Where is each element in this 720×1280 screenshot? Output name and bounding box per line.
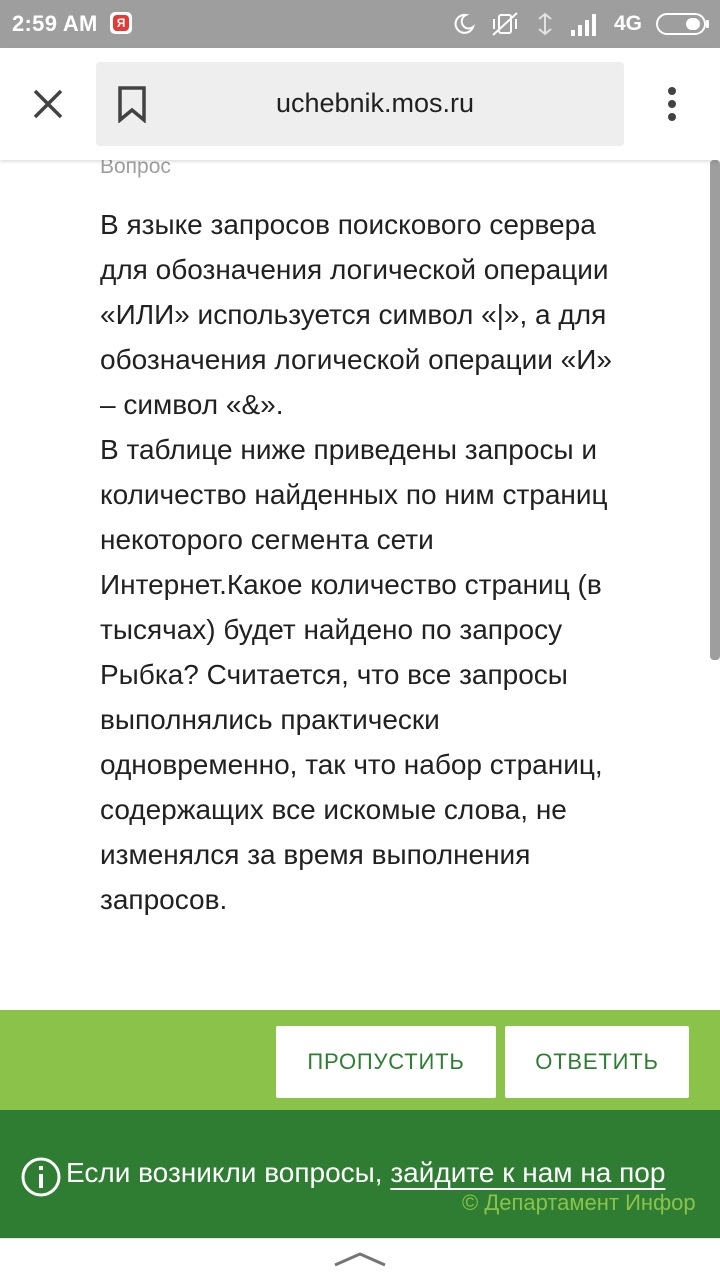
browser-toolbar	[0, 48, 720, 160]
info-text: Если возникли вопросы,	[66, 1157, 383, 1188]
support-link[interactable]: зайдите к нам на пор	[390, 1157, 666, 1188]
moon-icon	[452, 12, 476, 36]
battery-icon	[656, 12, 710, 36]
yandex-app-badge: Я	[113, 15, 129, 31]
url-bar[interactable]	[96, 62, 624, 146]
info-bar	[0, 1110, 720, 1238]
scrollbar-thumb[interactable]	[710, 160, 720, 660]
vibrate-off-icon	[490, 11, 520, 37]
question-paragraph: В таблице ниже приведены запросы и количество найденных по ним страниц некоторого сегмента сети Интернет.Какое количество страниц (в тысячах) будет найдено по запросу Рыбка? Считается, что все запросы выполнялись практически одновременно, так что набор страниц, содержащих все искомые слова, не изменялся за время выполнения запросов.	[100, 434, 608, 915]
wifi-off-icon	[534, 11, 556, 37]
close-icon	[32, 88, 64, 120]
action-bar	[0, 1010, 720, 1110]
copyright-text: © Департамент Инфор	[462, 1190, 696, 1215]
yandex-app-icon	[110, 12, 132, 34]
skip-button[interactable]: ПРОПУСТИТЬ	[276, 1026, 496, 1098]
signal-icon	[570, 12, 600, 36]
more-vert-icon	[666, 86, 678, 122]
network-type: 4G	[613, 12, 642, 35]
url-text: uchebnik.mos.ru	[275, 88, 475, 118]
info-message	[66, 1157, 665, 1189]
question-paragraph: В языке запросов поискового сервера для обозначения логической операции «ИЛИ» используется символ «|», а для обозначения логической операции «И» – символ «&».	[100, 209, 612, 420]
question-label: Вопрос	[100, 160, 171, 178]
status-time: 2:59 AM	[12, 11, 98, 36]
question-content[interactable]	[0, 160, 720, 1010]
chevron-up-icon[interactable]	[332, 1249, 388, 1269]
bottom-bar	[0, 1238, 720, 1280]
more-menu-button[interactable]	[648, 74, 696, 134]
status-bar	[0, 0, 720, 48]
question-text	[100, 202, 620, 922]
info-icon	[20, 1156, 62, 1198]
status-icons	[452, 8, 710, 40]
close-button[interactable]	[18, 74, 78, 134]
answer-button[interactable]: ОТВЕТИТЬ	[505, 1026, 689, 1098]
